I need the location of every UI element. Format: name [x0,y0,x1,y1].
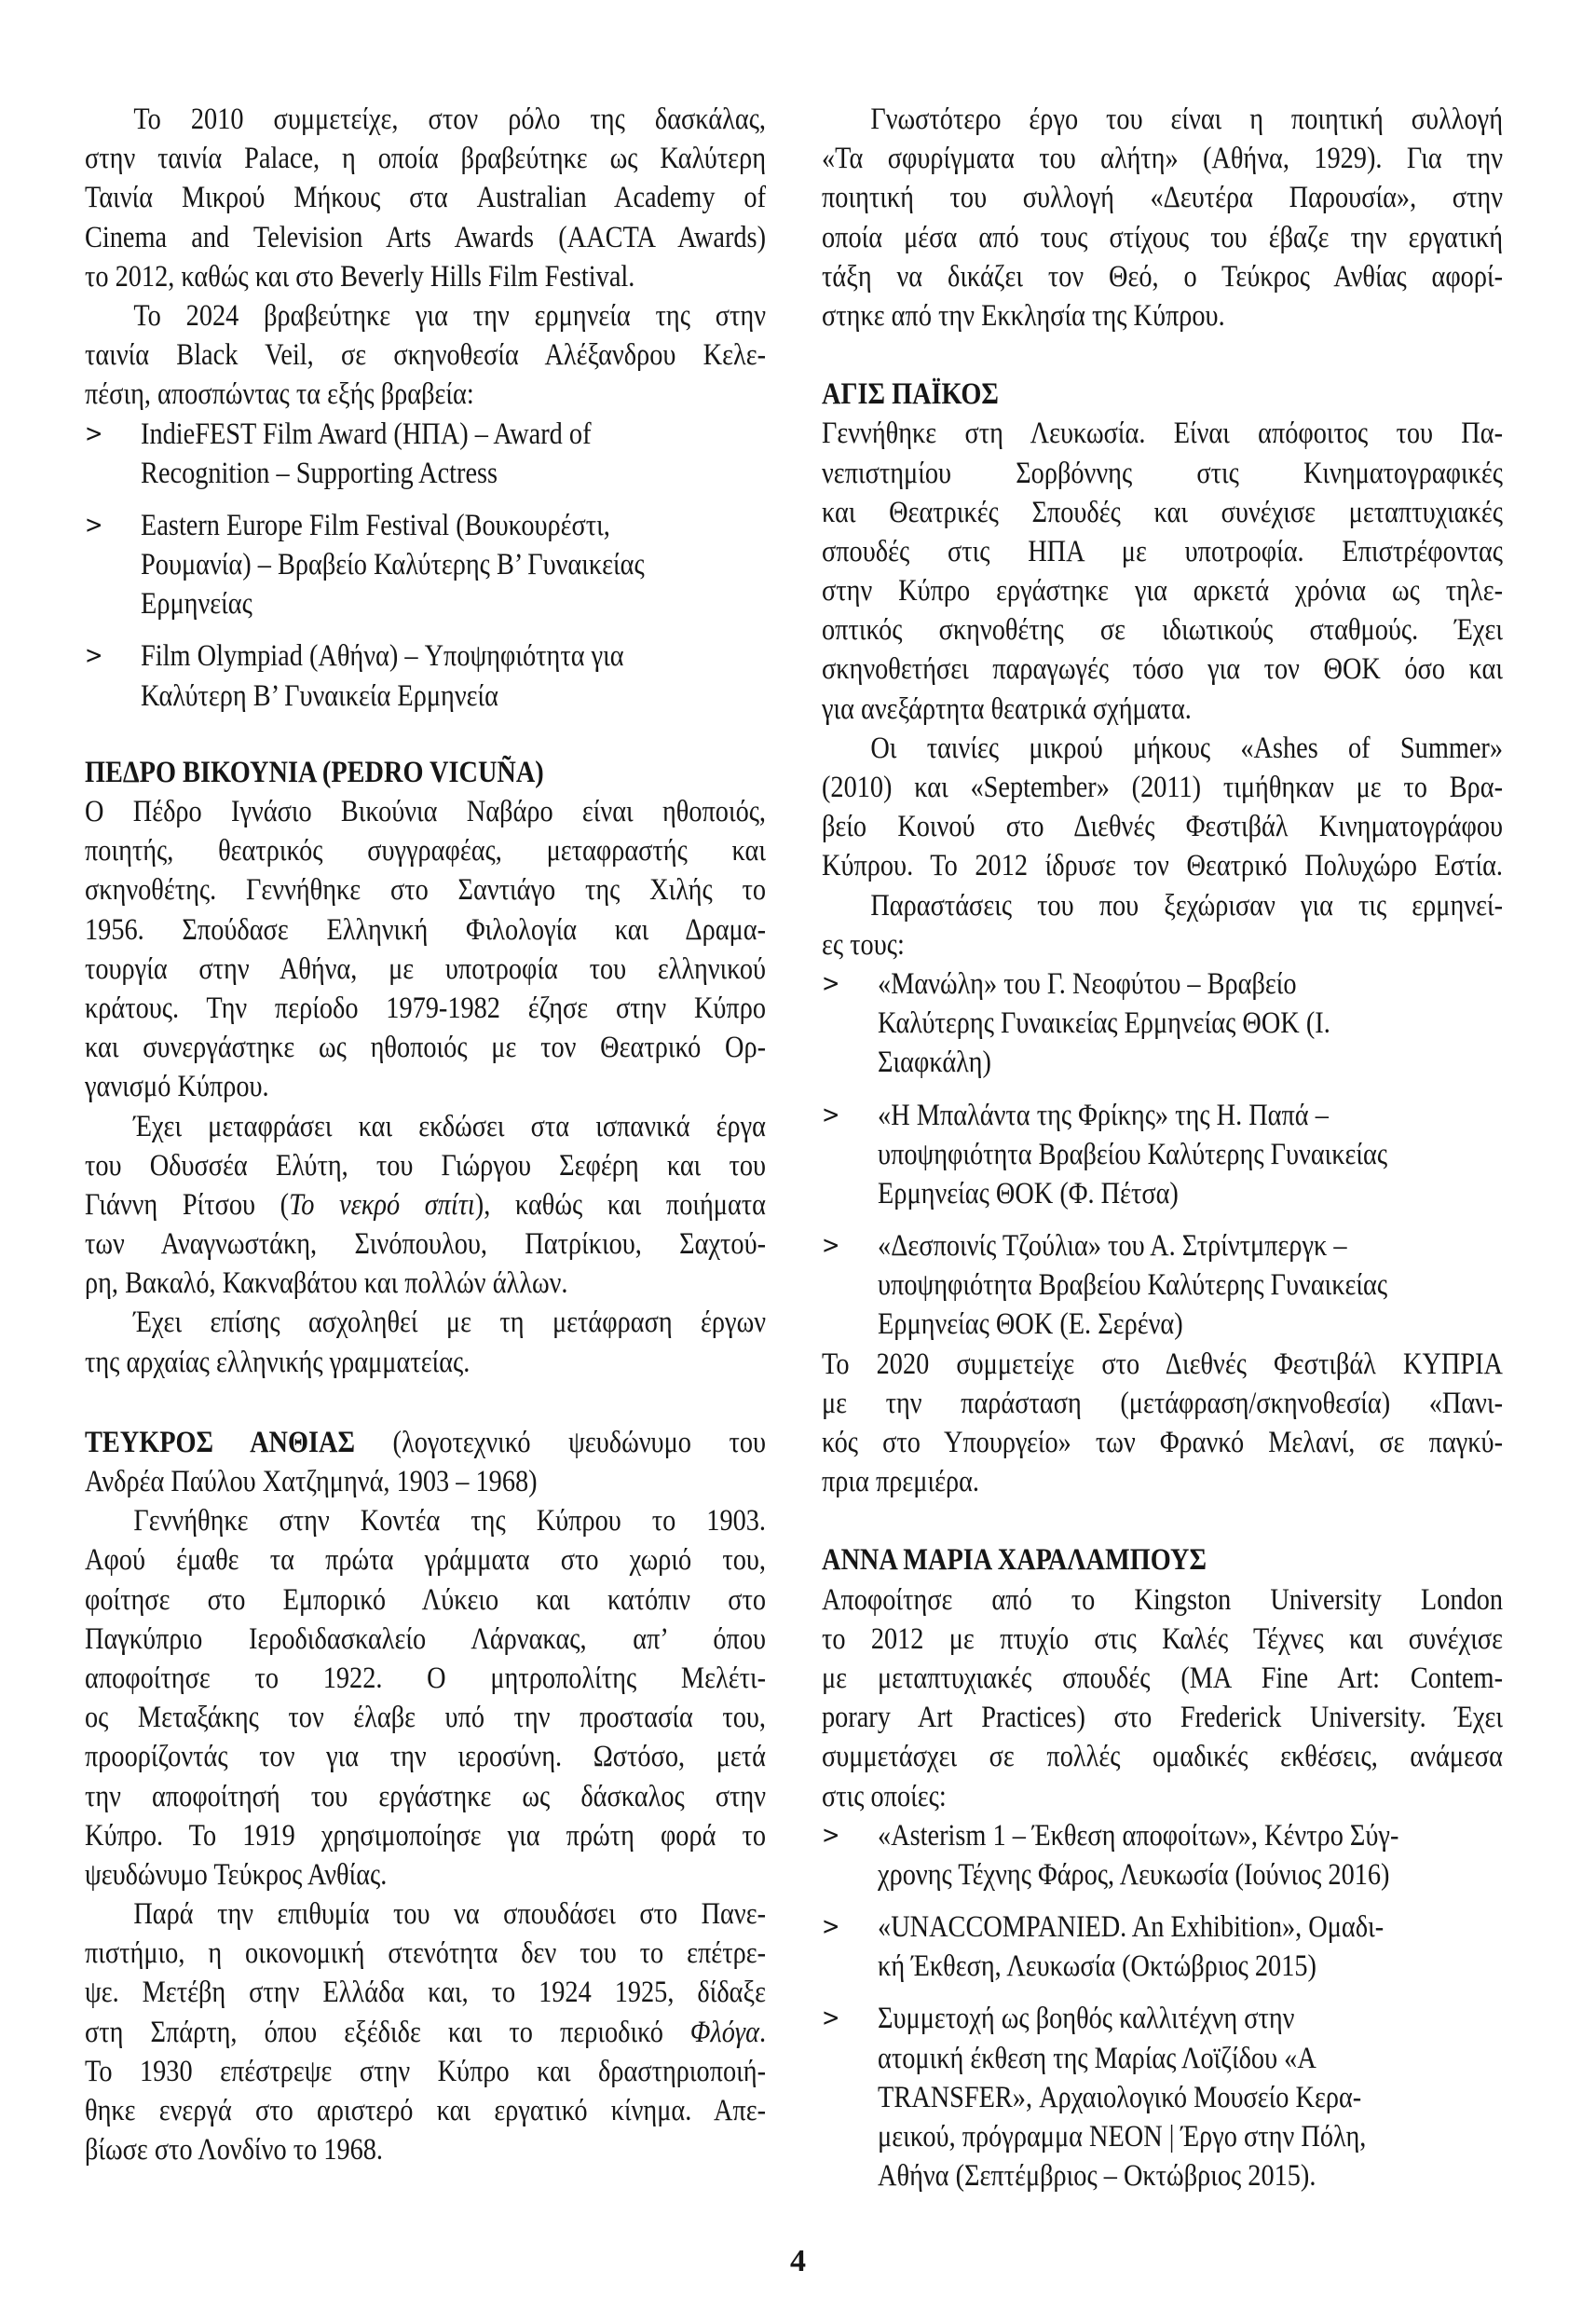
text-line: στην ταινία Palace, η οποία βραβεύτηκε ως Καλύτερη [85,142,767,176]
text-line: Ταινία Μικρού Μήκους στα Australian Academy of [85,181,767,215]
text-line: υποψηφιότητα Βραβείου Καλύτερης Γυναικείας [878,1268,1388,1303]
performances-list [822,964,1503,1345]
list-marker-icon: > [85,641,103,671]
text-line: porary Art Practices) στο Frederick University. Έχει [822,1701,1504,1735]
text-line: «UNACCOMPANIED. An Exhibition», Ομαδι- [878,1910,1385,1945]
section-anna-maria-charalambous [822,1540,1503,2195]
list-marker-icon: > [822,1100,840,1129]
text-line: TRANSFER», Αρχαιολογικό Μουσείο Κερα- [878,2080,1362,2114]
text-line: πιστήμιο, η οικονομική στενότητα δεν του το επέτρε- [85,1936,767,1971]
text-line: της αρχαίας ελληνικής γραμματείας. [85,1345,471,1379]
text-line: για ανεξάρτητα θεατρικά σχήματα. [822,691,1192,726]
list-item [822,1908,1503,1986]
text-line: ατομική έκθεση της Μαρίας Λοϊζίδου «A [878,2041,1316,2075]
text-line: σπουδές στις ΗΠΑ με υποτροφία. Επιστρέφοντας [822,534,1504,568]
text-line: Recognition – Supporting Actress [141,456,498,490]
text-line: Cinema and Television Arts Awards (AACTA Awards) [85,220,767,254]
list-item [85,506,766,624]
text-line: Film Olympiad (Αθήνα) – Υποψηφιότητα για [141,639,624,674]
text-line: Ανδρέα Παύλου Χατζημηνά, 1903 – 1968) [85,1465,538,1498]
text-line: βίωσε στο Λονδίνο το 1968. [85,2133,384,2167]
text-line: Αποφοίτησε από το Kingston University London [822,1582,1504,1617]
text-line: Γιάννη Ρίτσου (Το νεκρό σπίτι), καθώς και ποιήματα [85,1187,767,1222]
text-line: Αθήνα (Σεπτέμβριος – Οκτώβριος 2015). [878,2159,1316,2194]
text-line: Γνωστότερο έργο του είναι η ποιητική συλλογή [870,103,1504,136]
paragraph-black-veil [85,296,766,415]
text-line: Σιαφκάλη) [878,1046,991,1080]
text-line: χρονης Τέχνης Φάρος, Λευκωσία (Ιούνιος 2016) [878,1857,1390,1892]
text-line: «Τα σφυρίγματα του αλήτη» (Αθήνα, 1929). Για την [822,142,1504,176]
text-line: ρη, Βακαλό, Κακναβάτου και πολλών άλλων. [85,1266,568,1301]
text-line: θηκε ενεργά στο αριστερό και εργατικό κίνημα. Απε- [85,2094,767,2127]
text-line: Eastern Europe Film Festival (Βουκουρέστι, [141,508,610,542]
list-marker-icon: > [85,418,103,448]
text-line: Έχει επίσης ασχοληθεί με τη μετάφραση έργων [133,1306,767,1340]
list-marker-icon: > [85,510,103,540]
text-line: Το 2020 συμμετείχε στο Διεθνές Φεστιβάλ ΚΥΠΡΙΑ [822,1347,1504,1381]
text-line: βείο Κοινού στο Διεθνές Φεστιβάλ Κινηματογράφου [822,810,1504,844]
left-column [85,100,766,2169]
text-line: Γεννήθηκε στη Λευκωσία. Είναι απόφοιτος του Πα- [822,417,1504,451]
awards-list [85,415,766,716]
text-line: Κύπρο. Το 1919 χρησιμοποίησε για πρώτη φορά το [85,1818,767,1853]
text-line: κός στο Υπουργείο» των Φρανκό Μελανί, σε παγκύ- [822,1426,1504,1459]
text-line: 1956. Σπούδασε Ελληνική Φιλολογία και Δραμα- [85,912,767,947]
text-line: πέσιη, αποσπώντας τα εξής βραβεία: [85,377,474,412]
text-line: Το 2010 συμμετείχε, στον ρόλο της δασκάλας, [133,103,767,136]
text-line: Παρά την επιθυμία του να σπουδάσει στο Πανε- [133,1897,767,1932]
text-line: Ο Πέδρο Ιγνάσιο Βικούνια Ναβάρο είναι ηθοποιός, [85,795,767,828]
text-line: Οι ταινίες μικρού μήκους «Ashes of Summer» [870,731,1504,765]
text-line: ες τους: [822,927,905,962]
text-line: προορίζοντάς τον για την ιεροσύνη. Ωστόσο, μετά [85,1740,767,1774]
text-line: σκηνοθετήσει παραγωγές τόσο για τον ΘΟΚ όσο και [822,652,1504,687]
section-heading: ΑΓΙΣ ΠΑΪΚΟΣ [822,377,999,412]
text-line: μεικού, πρόγραμμα NEON | Έργο στην Πόλη, [878,2120,1367,2154]
periodical-title: Φλόγα [689,2015,759,2049]
text-line: στην Κύπρο εργάστηκε για αρκετά χρόνια ως τηλε- [822,574,1504,609]
text-line: οποία μέσα από τους στίχους του έβαζε την εργατική [822,220,1504,254]
paragraph-teukros-continued [822,100,1503,335]
text-line: Συμμετοχή ως βοηθός καλλιτέχνη στην [878,2002,1295,2036]
text-line: το 2012, καθώς και στο Beverly Hills Film Festival. [85,259,635,294]
text-line: «Asterism 1 – Έκθεση αποφοίτων», Κέντρο Σύγ- [878,1818,1399,1853]
text-line: και συνεργάστηκε ως ηθοποιός με τον Θεατρικό Ορ- [85,1031,767,1065]
section-heading: ΤΕΥΚΡΟΣ ΑΝΘΙΑΣ (λογοτεχνικό ψευδώνυμο του [85,1425,767,1459]
text-line: και Θεατρικές Σπουδές και συνέχισε μεταπτυχιακές [822,495,1504,529]
page-number: 4 [790,2244,806,2278]
text-line: IndieFEST Film Award (ΗΠΑ) – Award of [141,417,592,451]
section-heading: ΑΝΝΑ ΜΑΡΙΑ ΧΑΡΑΛΑΜΠΟΥΣ [822,1543,1207,1578]
text-line: το 2012 με πτυχίο στις Καλές Τέχνες και συνέχισε [822,1621,1504,1656]
text-line: στη Σπάρτη, όπου εξέδιδε και το περιοδικό Φλόγα. [85,2015,767,2049]
section-agis-paikos [822,375,1503,1501]
text-line: (2010) και «September» (2011) τιμήθηκαν με το Βρα- [822,771,1504,804]
text-line: τουργία στην Αθήνα, με υποτροφία του ελληνικού [85,951,767,986]
list-marker-icon: > [822,968,840,998]
text-line: με την παράσταση (μετάφραση/σκηνοθεσία) «Πανι- [822,1386,1504,1420]
text-line: νεπιστημίου Σορβόννης στις Κινηματογραφικές [822,456,1504,490]
section-pedro-vicuna [85,753,766,1382]
right-column [822,100,1503,2195]
text-line: «Μανώλη» του Γ. Νεοφύτου – Βραβείο [878,966,1297,1001]
section-teukros-anthias [85,1423,766,2170]
book-title: Το νεκρό σπίτι [289,1187,475,1222]
text-line: αποφοίτησε το 1922. Ο μητροπολίτης Μελέτι- [85,1661,767,1695]
text-line: γανισμό Κύπρου. [85,1070,269,1104]
text-line: του Οδυσσέα Ελύτη, του Γιώργου Σεφέρη και του [85,1148,767,1183]
list-item [822,1096,1503,1214]
list-item [822,964,1503,1083]
text-line: ψευδώνυμο Τεύκρος Ανθίας. [85,1857,388,1892]
text-line: Το 1930 επέστρεψε στην Κύπρο και δραστηριοποιή- [85,2054,767,2088]
text-line: Καλύτερης Γυναικείας Ερμηνείας ΘΟΚ (Ι. [878,1006,1330,1041]
text-line: Ερμηνείας [141,587,252,622]
list-marker-icon: > [822,2003,840,2033]
text-line: στηκε από την Εκκλησία της Κύπρου. [822,298,1225,333]
list-item [822,1226,1503,1345]
text-line: Έχει μεταφράσει και εκδώσει στα ισπανικά έργα [133,1109,767,1143]
text-line: στις οποίες: [822,1779,947,1813]
text-line: Γεννήθηκε στην Κοντέα της Κύπρου το 1903. [133,1504,767,1538]
text-line: κράτους. Την περίοδο 1979-1982 έζησε στην Κύπρο [85,991,767,1025]
text-line: Παραστάσεις του που ξεχώρισαν για τις ερμηνεί- [870,888,1504,923]
text-line: των Αναγνωστάκη, Σινόπουλου, Πατρίκιου, Σαχτού- [85,1227,767,1262]
text-line: ταινία Black Veil, σε σκηνοθεσία Αλέξανδρου Κελε- [85,338,767,373]
list-marker-icon: > [822,1231,840,1261]
text-line: σκηνοθέτης. Γεννήθηκε στο Σαντιάγο της Χιλής το [85,873,767,908]
text-line: πρια πρεμιέρα. [822,1465,979,1499]
list-item [85,636,766,715]
text-line: ψε. Μετέβη στην Ελλάδα και, το 1924 1925, δίδαξε [85,1976,767,2010]
text-line: ποιητική του συλλογή «Δευτέρα Παρουσία», στην [822,181,1504,215]
text-line: Το 2024 βραβεύτηκε για την ερμηνεία της στην [133,298,767,333]
text-line: με μεταπτυχιακές σπουδές (MA Fine Art: Contem- [822,1661,1504,1695]
text-line: συμμετάσχει σε πολλές ομαδικές εκθέσεις, ανάμεσα [822,1740,1504,1774]
heading-name: ΤΕΥΚΡΟΣ ΑΝΘΙΑΣ [85,1425,355,1459]
list-marker-icon: > [822,1912,840,1942]
text-line: τάξη να δικάζει τον Θεό, ο Τεύκρος Ανθίας αφορί- [822,259,1504,294]
text-line: φοίτησε στο Εμπορικό Λύκειο και κατόπιν στο [85,1582,767,1617]
text-line: Καλύτερη Β’ Γυναικεία Ερμηνεία [141,678,498,713]
text-line: υποψηφιότητα Βραβείου Καλύτερης Γυναικείας [878,1137,1388,1171]
paragraph-palace [85,100,766,296]
text-line: την αποφοίτησή του εργάστηκε ως δάσκαλος στην [85,1779,767,1813]
text-line: «Δεσποινίς Τζούλια» του Α. Στρίντμπεργκ – [878,1229,1347,1264]
text-line: Ερμηνείας ΘΟΚ (Φ. Πέτσα) [878,1176,1179,1210]
text-line: Ρουμανία) – Βραβείο Καλύτερης Β’ Γυναικείας [141,548,645,582]
text-line: ποιητής, θεατρικός συγγραφέας, μεταφραστής και [85,834,767,868]
text-line: Αφού έμαθε τα πρώτα γράμματα στο χωριό του, [85,1543,767,1578]
text-line: οπτικός σκηνοθέτης σε ιδιωτικούς σταθμούς. Έχει [822,613,1504,648]
text-line: κή Έκθεση, Λευκωσία (Οκτώβριος 2015) [878,1949,1316,1984]
list-marker-icon: > [822,1820,840,1850]
text-line: Παγκύπριο Ιεροδιδασκαλείο Λάρνακας, απ’ όπου [85,1621,767,1656]
text-line: Ερμηνείας ΘΟΚ (Ε. Σερένα) [878,1307,1183,1342]
text-line: Κύπρου. Το 2012 ίδρυσε τον Θεατρικό Πολυχώρο Εστία. [822,849,1504,883]
text-line: ος Μεταξάκης τον έλαβε υπό την προστασία του, [85,1701,767,1735]
list-item [822,1816,1503,1894]
list-item [85,415,766,493]
exhibitions-list [822,1816,1503,2196]
text-line: «Η Μπαλάντα της Φρίκης» της Η. Παπά – [878,1098,1329,1132]
section-heading: ΠΕΔΡΟ ΒΙΚΟΥΝΙΑ (PEDRO VICUÑA) [85,755,544,789]
list-item [822,1999,1503,2195]
